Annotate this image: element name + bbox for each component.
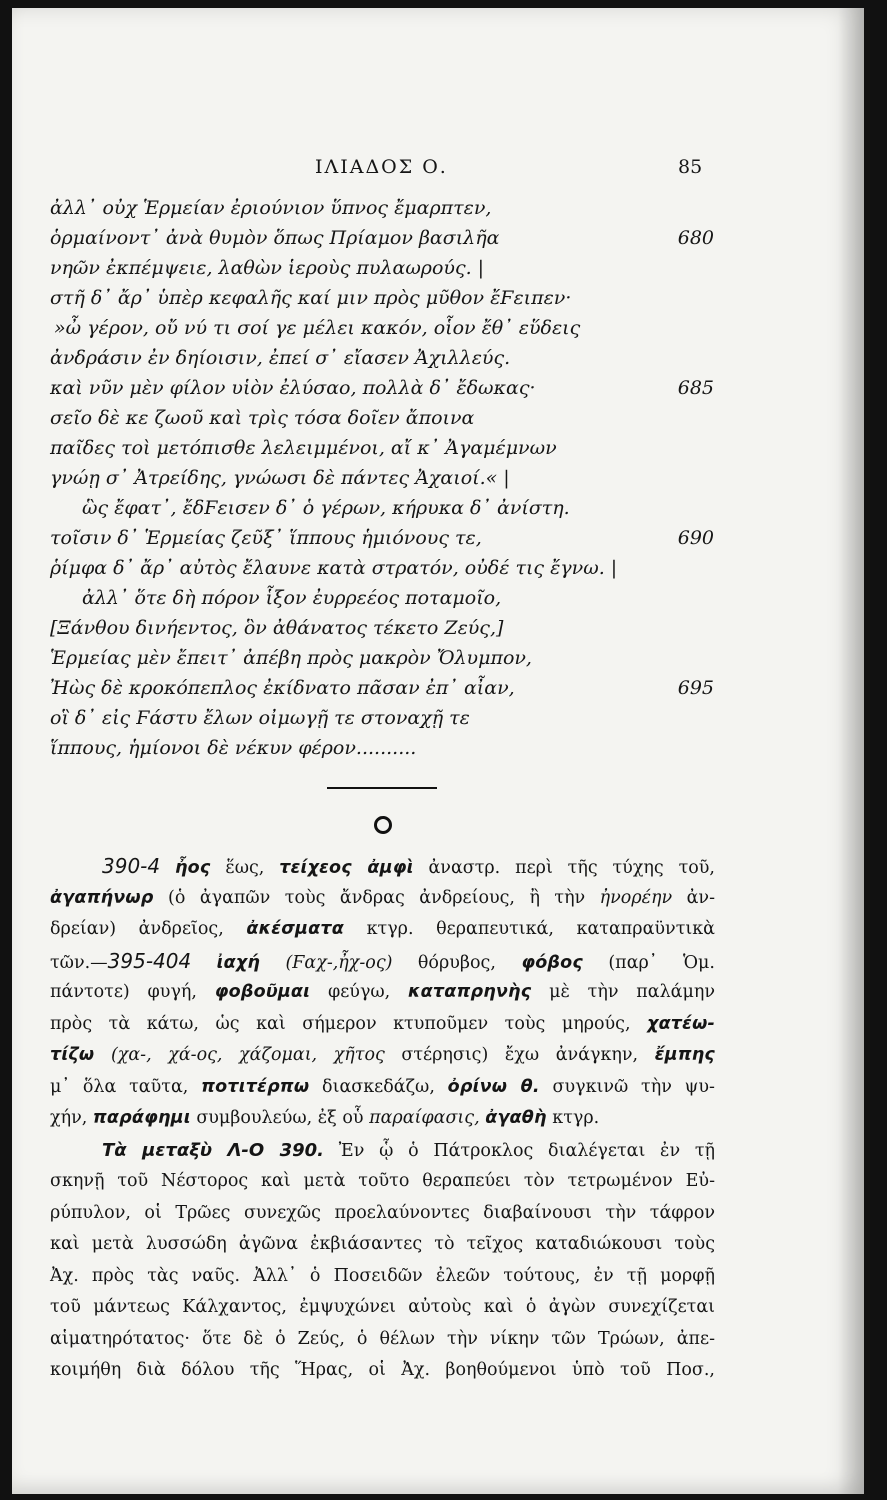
gloss-text: κτγρ.: [552, 1108, 600, 1128]
gloss-text: δρείαν) ἀνδρεῖος,: [50, 919, 224, 939]
gloss-text: συγκινῶ τὴν ψυ-: [552, 1076, 715, 1097]
glossed-term: τείχεος ἀμφὶ: [279, 858, 414, 878]
summary-line: τοῦ μάντεως Κάλχαντος, ἐμψυχώνει αὐτοὺς καὶ ὁ ἀγὼν συνεχίζεται: [50, 1297, 715, 1317]
summary-text: Ἐν ᾧ ὁ Πάτροκλος διαλέγεται ἐν τῇ: [338, 1140, 715, 1161]
gloss-italic: παραίφασις,: [369, 1108, 480, 1128]
running-title: ΙΛΙΑΔΟΣ Ο.: [315, 156, 448, 178]
glossed-term: ἀκέσματα: [246, 919, 344, 939]
summary-line: κοιμήθη διὰ δόλου τῆς Ἥρας, οἱ Ἀχ. βοηθούμενοι ὑπὸ τοῦ Ποσ.,: [50, 1360, 715, 1380]
verse-line: νηῶν ἐκπέμψειε, λαθὼν ἱεροὺς πυλαωρούς. |: [50, 257, 485, 279]
verse-line: ἀλλ᾽ οὐχ Ἑρμείαν ἐριούνιον ὕπνος ἔμαρπτεν,: [50, 197, 492, 219]
verse-line: Ἠὼς δὲ κροκόπεπλος ἐκίδνατο πᾶσαν ἐπ᾽ αἶαν,: [50, 677, 515, 699]
summary-line: σκηνῇ τοῦ Νέστορος καὶ μετὰ τοῦτο θεραπεύει τὸν τετρωμένον Εὐ-: [50, 1171, 715, 1191]
gloss-text: μ᾽ ὅλα ταῦτα,: [50, 1076, 189, 1097]
circle-ornament-icon: [374, 816, 392, 834]
verse-line: παῖδες τοὶ μετόπισθε λελειμμένοι, αἴ κ᾽ Ἀγαμέμνων: [50, 437, 557, 459]
summary-line: ρύπυλον, οἱ Τρῶες συνεχῶς προελαύνοντες διαβαίνουσι τὴν τάφρον: [50, 1202, 715, 1223]
gloss-text: τῶν.—: [50, 952, 108, 973]
line-number: 680: [677, 227, 714, 249]
commentary-line: [50, 946, 715, 978]
glossed-term: ἀγαθὴ: [485, 1108, 547, 1128]
verse-line: τοῖσιν δ᾽ Ἑρμείας ζεῦξ᾽ ἵππους ἡμιόνους τε,: [50, 527, 482, 549]
glossed-term: ἔμπης: [654, 1045, 715, 1065]
section-rule: [327, 787, 437, 789]
gloss-text: θόρυβος,: [417, 952, 496, 973]
verse-range-ref: 390-4: [102, 854, 161, 878]
commentary-line: [50, 1072, 715, 1104]
glossed-term: παράφημι: [92, 1108, 191, 1128]
glossed-term: φοβοῦμαι: [214, 982, 311, 1002]
commentary-line: [50, 1040, 715, 1072]
page: [12, 8, 864, 1494]
verse-line: γνώῃ σ᾽ Ἀτρείδης, γνώωσι δὲ πάντες Ἀχαιοί.« |: [50, 467, 510, 489]
verse-line: ῥίμφα δ᾽ ἄρ᾽ αὐτὸς ἔλαυνε κατὰ στρατόν, οὐδέ τις ἔγνω. |: [50, 557, 618, 579]
gloss-text: πάντοτε) φυγή,: [50, 982, 197, 1002]
summary-heading: Τὰ μεταξὺ Λ-Ο 390.: [102, 1139, 325, 1161]
commentary-line: [50, 1009, 715, 1041]
commentary: [50, 851, 715, 1387]
line-number: 685: [677, 377, 714, 399]
verse-line: ὣς ἔφατ᾽, ἔδϜεισεν δ᾽ ὁ γέρων, κήρυκα δ᾽ ἀνίστη.: [82, 497, 570, 519]
glossed-term: φόβος: [521, 952, 583, 973]
gloss-text: ἕως,: [225, 858, 265, 878]
verse-line: στῆ δ᾽ ἄρ᾽ ὑπὲρ κεφαλῆς καί μιν πρὸς μῦθον ἔϜειπεν·: [50, 287, 572, 309]
verse-line: »ὦ γέρον, οὔ νύ τι σοί γε μέλει κακόν, οἷον ἔθ᾽ εὕδεις: [54, 317, 581, 339]
gloss-text: κτγρ. θεραπευτικά, καταπραϋντικὰ: [366, 919, 715, 939]
commentary-line: [50, 914, 715, 946]
verse-line: ἀνδράσιν ἐν δηίοισιν, ἐπεί σ᾽ εἴασεν Ἀχιλλεύς.: [50, 347, 511, 369]
commentary-line: [50, 977, 715, 1009]
verse-line: σεῖο δὲ κε ζωοῦ καὶ τρὶς τόσα δοῖεν ἄποινα: [50, 407, 475, 429]
commentary-line: [50, 883, 715, 915]
line-number: 690: [677, 527, 714, 549]
gloss-italic: ἠνορέην: [599, 887, 673, 908]
verse-line: καὶ νῦν μὲν φίλον υἱὸν ἐλύσαο, πολλὰ δ᾽ ἔδωκας·: [50, 377, 536, 399]
gloss-text: (παρ᾽ Ὁμ.: [608, 952, 715, 973]
page-edge-shadow: [838, 8, 864, 1494]
gloss-text: στέρησις) ἔχω ἀνάγκην,: [401, 1045, 639, 1065]
glossed-term: ὀρίνω θ.: [447, 1076, 540, 1097]
glossed-term: χατέω-: [647, 1013, 715, 1034]
glossed-term: ἦος: [175, 858, 211, 878]
verse-range-ref: 395-404: [107, 948, 192, 973]
gloss-text: μὲ τὴν παλάμην: [549, 982, 715, 1002]
page-header: [12, 156, 864, 188]
verse-line: ἀλλ᾽ ὅτε δὴ πόρον ἷξον ἐυρρεέος ποταμοῖο,: [82, 587, 502, 609]
commentary-line: [50, 851, 715, 883]
page-number: 85: [678, 156, 703, 178]
gloss-italic: (χα-, χά-ος, χάζομαι, χῆτος: [110, 1045, 385, 1065]
verse-line: Ἑρμείας μὲν ἔπειτ᾽ ἀπέβη πρὸς μακρὸν Ὄλυμπον,: [50, 647, 532, 669]
gloss-text: πρὸς τὰ κάτω, ὡς καὶ σήμερον κτυποῦμεν τοὺς μηρούς,: [50, 1013, 631, 1034]
glossed-term: καταπρηνὴς: [408, 982, 532, 1002]
glossed-term: ἀγαπήνωρ: [50, 887, 154, 908]
verse-line: [Ξάνθου δινήεντος, ὃν ἀθάνατος τέκετο Ζεύς,]: [50, 617, 504, 639]
line-number: 695: [677, 677, 714, 699]
glossed-term: ἰαχή: [216, 952, 261, 973]
gloss-text: φεύγω,: [327, 982, 391, 1002]
verse-line: ὁρμαίνοντ᾽ ἀνὰ θυμὸν ὅπως Πρίαμον βασιλῆα: [50, 227, 500, 249]
gloss-text: ἀν-: [686, 887, 715, 908]
gloss-text: (ὁ ἀγαπῶν τοὺς ἄνδρας ἀνδρείους, ἢ τὴν: [168, 887, 586, 908]
gloss-text: ἀναστρ. περὶ τῆς τύχης τοῦ,: [428, 858, 715, 878]
gloss-text: συμβουλεύω, ἐξ οὗ: [196, 1108, 364, 1128]
verse-line: ἵππους, ἡμίονοι δὲ νέκυν φέρον..........: [50, 737, 417, 759]
commentary-line: [50, 1103, 715, 1135]
glossed-term: τίζω: [50, 1045, 95, 1065]
summary-line: αἱματηρότατος· ὅτε δὲ ὁ Ζεύς, ὁ θέλων τὴν νίκην τῶν Τρώων, ἀπε-: [50, 1328, 715, 1349]
verse-line: οἳ δ᾽ εἰς Ϝάστυ ἔλων οἰμωγῇ τε στοναχῇ τε: [50, 707, 470, 729]
summary-line: Ἀχ. πρὸς τὰς ναῦς. Ἀλλ᾽ ὁ Ποσειδῶν ἐλεῶν τούτους, ἐν τῇ μορφῇ: [50, 1265, 715, 1286]
gloss-text: χήν,: [50, 1108, 88, 1128]
glossed-term: ποτιτέρπω: [201, 1076, 310, 1097]
gloss-italic: (Ϝαχ-,ἦχ-ος): [285, 952, 393, 973]
gloss-text: διασκεδάζω,: [322, 1076, 435, 1097]
summary-line: [50, 1135, 715, 1167]
summary-line: καὶ μετὰ λυσσώδη ἀγῶνα ἐκβιάσαντες τὸ τεῖχος καταδιώκουσι τοὺς: [50, 1234, 715, 1254]
